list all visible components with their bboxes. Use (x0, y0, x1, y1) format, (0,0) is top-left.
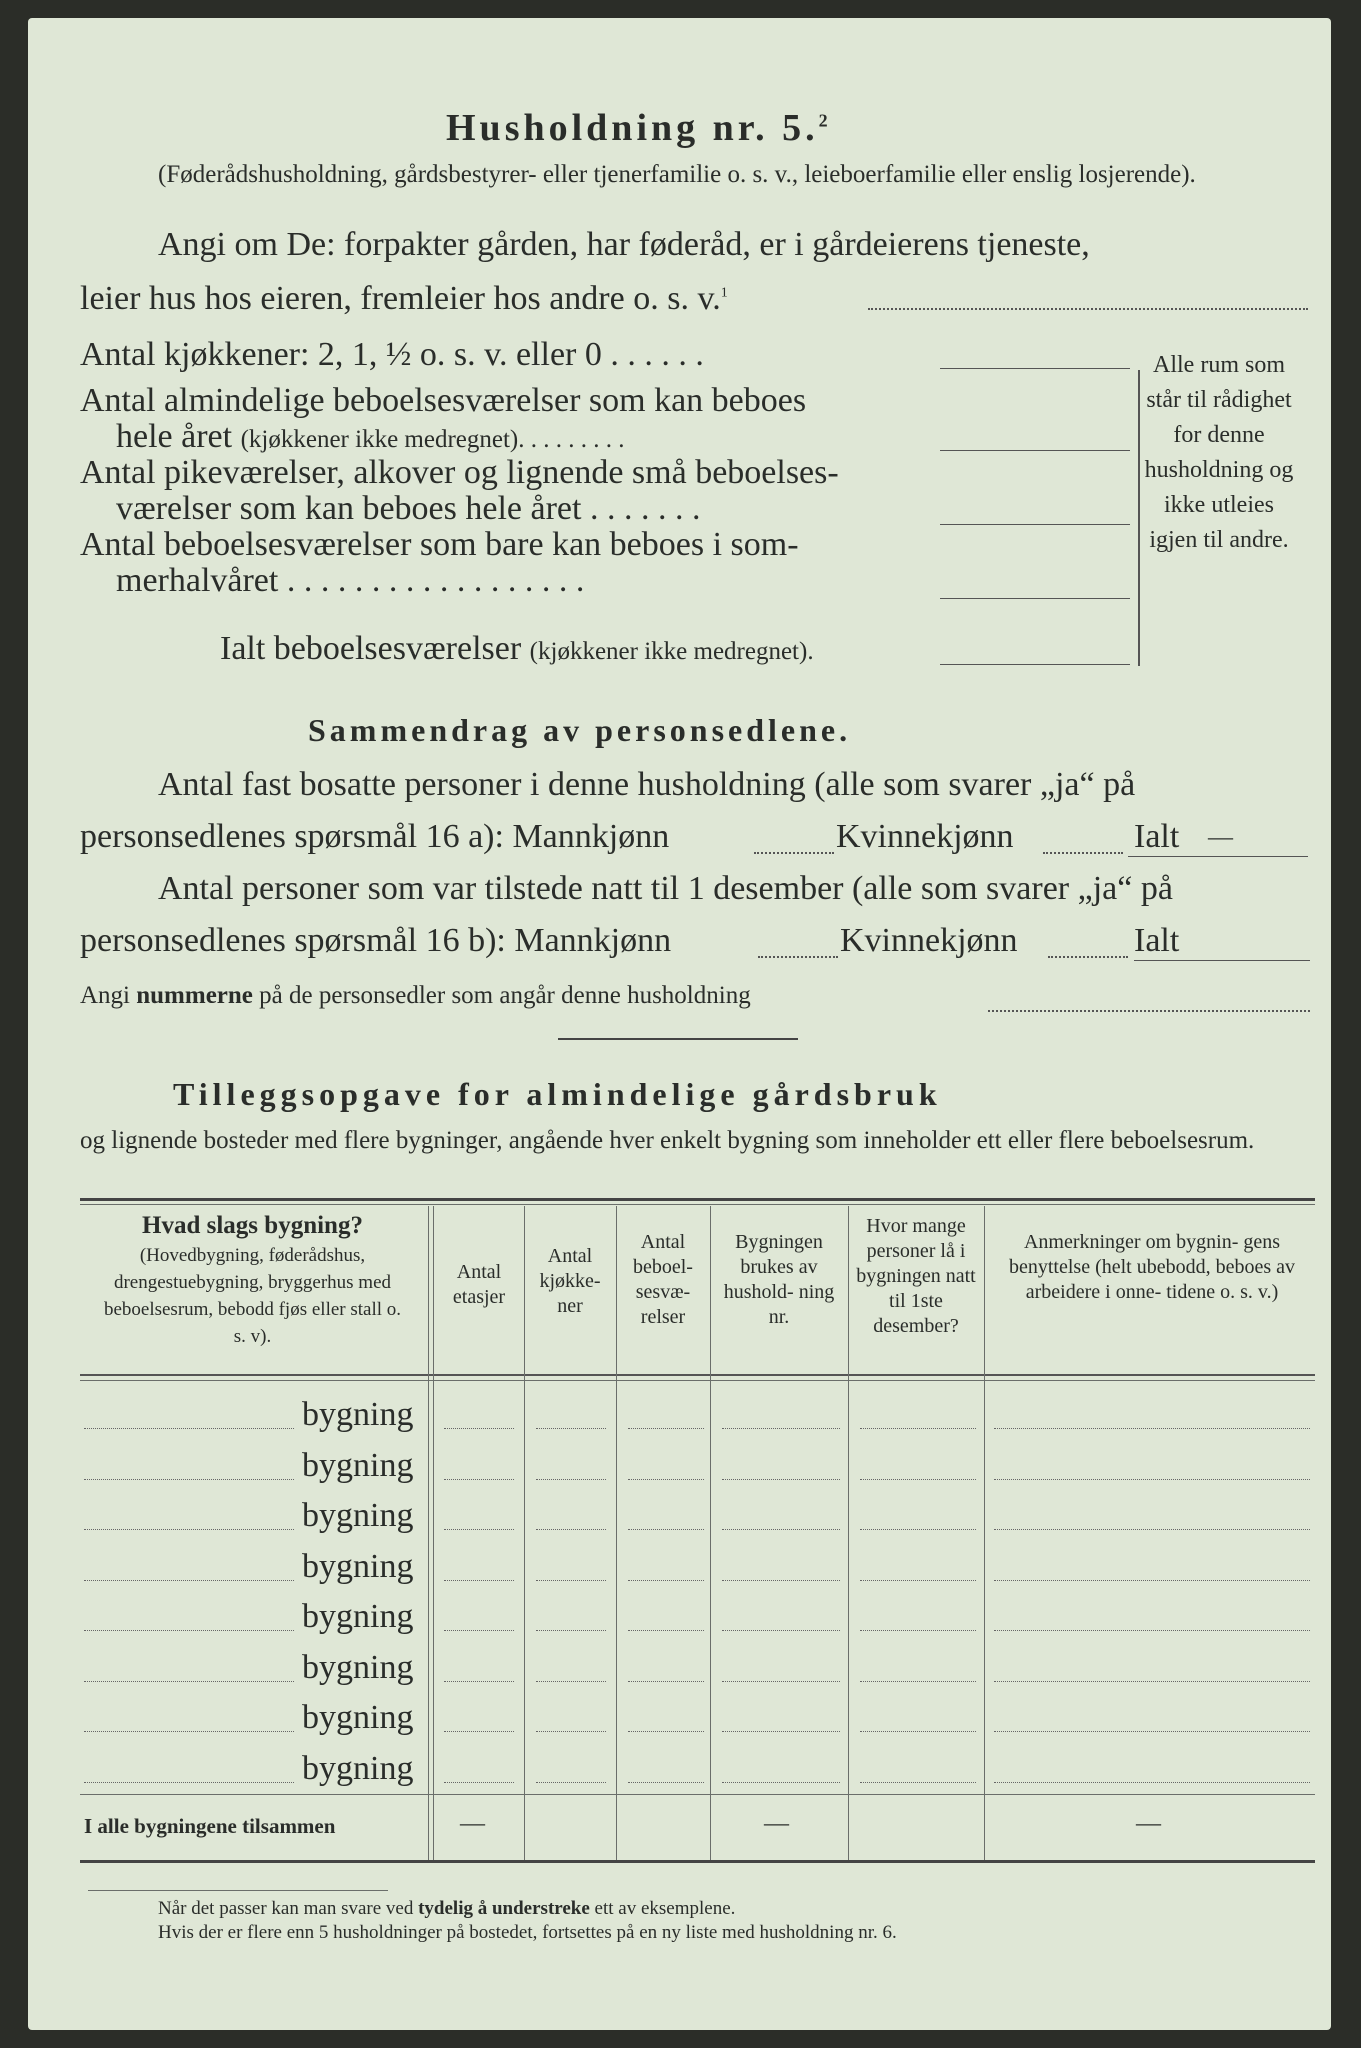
q-total-rooms: Ialt beboelsesværelser (kjøkkener ikke medregnet). (220, 630, 814, 667)
table-cell[interactable] (860, 1731, 976, 1732)
q-summer-rooms-1: Antal beboelsesværelser som bare kan beboes i som- (80, 526, 799, 563)
row-label: bygning (302, 1598, 414, 1635)
table-cell[interactable] (994, 1681, 1310, 1682)
p1-female-field[interactable] (1043, 852, 1123, 854)
table-cell[interactable] (444, 1681, 514, 1682)
table-cell[interactable] (860, 1428, 976, 1429)
table-cell[interactable] (536, 1529, 606, 1530)
col-header-remarks: Anmerkninger om bygnin- gens benyttelse (helt ubebodd, beboes av arbeidere i onne- tidene o. s. v.) (1008, 1231, 1296, 1303)
col-header-floors: Antal etasjer (452, 1261, 506, 1308)
total-row-label: I alle bygningene tilsammen (84, 1814, 336, 1838)
footnote-1: Når det passer kan man svare ved tydelig å understreke ett av eksemplene. (158, 1898, 736, 1919)
building-type-field[interactable] (84, 1428, 294, 1429)
table-top-rule-inner (80, 1204, 1315, 1205)
q-summer-rooms-2: merhalvåret . . . . . . . . . . . . . . . . . . (116, 562, 585, 599)
instruction-line-1: Angi om De: forpakter gården, har føderåd, er i gårdeierens tjeneste, (158, 226, 1090, 263)
row-label: bygning (302, 1396, 414, 1433)
row-label: bygning (302, 1497, 414, 1534)
table-cell[interactable] (722, 1782, 840, 1783)
table-cell[interactable] (536, 1782, 606, 1783)
table-cell[interactable] (628, 1529, 704, 1530)
building-type-field[interactable] (84, 1630, 294, 1631)
instruction-line-2: leier hus hos eieren, fremleier hos andre o. s. v.$^1$ (80, 280, 728, 317)
p1-male-field[interactable] (754, 852, 834, 854)
table-row (28, 1594, 426, 1634)
side-note-bracket (1138, 370, 1140, 666)
supplement-subtitle: og lignende bosteder med flere bygninger, angående hver enkelt bygning som inneholder ett eller flere beboelsesrum. (80, 1127, 1255, 1154)
table-cell[interactable] (628, 1428, 704, 1429)
table-cell[interactable] (860, 1580, 976, 1581)
table-cell[interactable] (536, 1479, 606, 1480)
section-divider (558, 1038, 798, 1040)
table-row (28, 1544, 426, 1584)
table-cell[interactable] (536, 1580, 606, 1581)
table-cell[interactable] (536, 1630, 606, 1631)
table-row (28, 1493, 426, 1533)
q-maid-rooms-1: Antal pikeværelser, alkover og lignende små beboelses- (80, 454, 839, 491)
table-cell[interactable] (994, 1428, 1310, 1429)
table-cell[interactable] (536, 1731, 606, 1732)
kitchens-answer-field[interactable] (940, 368, 1130, 369)
table-cell[interactable] (722, 1580, 840, 1581)
table-rows-end-rule (80, 1794, 1315, 1795)
table-cell[interactable] (722, 1479, 840, 1480)
col-sep-2 (524, 1206, 525, 1860)
col-header-kitchens: Antal kjøkke- ner (539, 1245, 601, 1317)
table-cell[interactable] (628, 1681, 704, 1682)
col-sep-1b (433, 1206, 434, 1860)
col-header-used-by: Bygningen brukes av hushold- ning nr. (723, 1231, 835, 1328)
table-cell[interactable] (628, 1782, 704, 1783)
household-subtitle: (Føderådshusholdning, gårdsbestyrer- eller tjenerfamilie o. s. v., leieboerfamilie eller enslig losjerende). (158, 161, 1196, 188)
table-cell[interactable] (994, 1731, 1310, 1732)
side-note: Alle rum som står til rådighet for denne husholdning og ikke utleies igjen til andre. (1144, 352, 1294, 553)
p2-male-field[interactable] (758, 956, 838, 958)
footnote-rule (88, 1890, 388, 1891)
p2-total-label: Ialt (1134, 922, 1180, 959)
total-floors-dash: — (460, 1810, 485, 1837)
table-cell[interactable] (994, 1782, 1310, 1783)
table-cell[interactable] (994, 1580, 1310, 1581)
col-header-persons: Hvor mange personer lå i bygningen natt til 1ste desember? (856, 1215, 976, 1337)
total-rooms-answer-field[interactable] (940, 664, 1130, 665)
table-cell[interactable] (444, 1630, 514, 1631)
total-remarks-dash: — (1136, 1810, 1161, 1837)
q-maid-rooms-2: værelser som kan beboes hele året . . . . . . . (116, 490, 701, 527)
building-type-field[interactable] (84, 1529, 294, 1530)
p1-total-field[interactable] (1128, 856, 1308, 857)
summary-p1-line2: personsedlenes spørsmål 16 a): Mannkjønn (80, 818, 670, 855)
census-form-page (28, 18, 1331, 2030)
table-cell[interactable] (444, 1529, 514, 1530)
table-cell[interactable] (444, 1479, 514, 1480)
table-cell[interactable] (628, 1580, 704, 1581)
row-label: bygning (302, 1648, 414, 1686)
table-cell[interactable] (722, 1630, 840, 1631)
row-label: bygning (302, 1446, 414, 1484)
table-header-rule-inner (80, 1380, 1315, 1381)
table-cell[interactable] (994, 1479, 1310, 1480)
summary-p2-line1: Antal personer som var tilstede natt til 1 desember (alle som svarer „ja“ på (158, 870, 1173, 907)
table-cell[interactable] (860, 1681, 976, 1682)
building-type-field[interactable] (84, 1479, 294, 1480)
building-type-field[interactable] (84, 1681, 294, 1682)
maid-rooms-answer-field[interactable] (940, 524, 1130, 525)
total-used-by-dash: — (764, 1810, 789, 1837)
q-rooms-1: Antal almindelige beboelsesværelser som kan beboes (80, 382, 807, 419)
table-cell[interactable] (628, 1479, 704, 1480)
table-header-rule (80, 1374, 1315, 1376)
household-title: Husholdning nr. 5.$^2$ (446, 107, 832, 149)
table-cell[interactable] (444, 1580, 514, 1581)
p2-female-field[interactable] (1048, 956, 1128, 958)
q-kitchens: Antal kjøkkener: 2, 1, ½ o. s. v. eller 0 . . . . . . (80, 336, 704, 373)
row-label: bygning (302, 1547, 414, 1585)
col-sep-6 (984, 1206, 985, 1860)
table-cell[interactable] (536, 1428, 606, 1429)
table-cell[interactable] (860, 1630, 976, 1631)
summer-rooms-answer-field[interactable] (940, 598, 1130, 599)
col-header-rooms: Antal beboel- sesvæ- relser (633, 1231, 693, 1328)
table-cell[interactable] (722, 1681, 840, 1682)
building-type-field[interactable] (84, 1580, 294, 1581)
numbers-instruction: Angi nummerne på de personsedler som angår denne husholdning (80, 982, 751, 1009)
table-bottom-rule (80, 1860, 1315, 1863)
table-cell[interactable] (994, 1529, 1310, 1530)
summary-title: Sammendrag av personsedlene. (308, 712, 852, 748)
table-cell[interactable] (860, 1479, 976, 1480)
summary-p1-line1: Antal fast bosatte personer i denne husholdning (alle som svarer „ja“ på (158, 766, 1136, 803)
table-cell[interactable] (722, 1529, 840, 1530)
p1-total-value: — (1208, 824, 1233, 851)
table-cell[interactable] (628, 1731, 704, 1732)
table-row (28, 1746, 426, 1786)
footnote-2: Hvis der er flere enn 5 husholdninger på bostedet, fortsettes på en ny liste med husholdning nr. 6. (158, 1922, 897, 1943)
supplement-title: Tilleggsopgave for almindelige gårdsbruk (173, 1076, 942, 1112)
table-cell[interactable] (722, 1428, 840, 1429)
table-cell[interactable] (722, 1731, 840, 1732)
col-header-building-type: Hvad slags bygning? (Hovedbygning, føderådshus, drengestuebygning, bryggerhus med beboelsesrum, bebodd fjøs eller stall o. s. v). (103, 1212, 402, 1347)
table-cell[interactable] (860, 1782, 976, 1783)
building-type-field[interactable] (84, 1782, 294, 1783)
table-row (28, 1392, 426, 1432)
row-label: bygning (302, 1749, 414, 1787)
table-row (28, 1443, 426, 1483)
table-cell[interactable] (536, 1681, 606, 1682)
numbers-field[interactable] (988, 1010, 1310, 1012)
col-sep-4 (710, 1206, 711, 1860)
table-row (28, 1645, 426, 1685)
building-type-field[interactable] (84, 1731, 294, 1732)
q-rooms-2: hele året (kjøkkener ikke medregnet). . . . . . . . . (116, 418, 625, 455)
table-cell[interactable] (444, 1731, 514, 1732)
summary-p2-line2: personsedlenes spørsmål 16 b): Mannkjønn (80, 922, 672, 959)
rooms-answer-field[interactable] (940, 450, 1130, 451)
table-cell[interactable] (628, 1630, 704, 1631)
table-cell[interactable] (860, 1529, 976, 1530)
row-label: bygning (302, 1699, 414, 1736)
table-row (28, 1695, 426, 1735)
table-top-rule (80, 1198, 1315, 1201)
table-cell[interactable] (444, 1782, 514, 1783)
table-cell[interactable] (994, 1630, 1310, 1631)
p2-total-field[interactable] (1134, 960, 1310, 961)
col-sep-3 (616, 1206, 617, 1860)
table-cell[interactable] (444, 1428, 514, 1429)
col-sep-5 (848, 1206, 849, 1860)
p1-female-label: Kvinnekjønn (836, 818, 1014, 855)
p2-female-label: Kvinnekjønn (840, 922, 1018, 959)
occupancy-answer-field[interactable] (868, 308, 1308, 310)
p1-total-label: Ialt (1134, 818, 1180, 855)
col-sep-1 (428, 1206, 429, 1860)
